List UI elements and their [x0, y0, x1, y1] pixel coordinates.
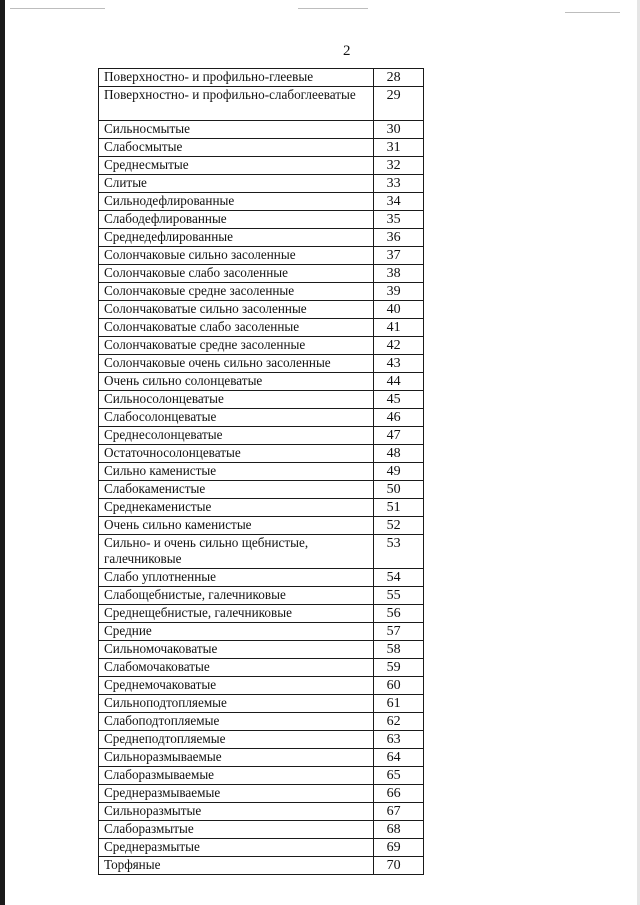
row-value: 66	[374, 785, 424, 803]
row-label: Среднедефлированные	[99, 229, 374, 247]
row-label: Солончаковые средне засоленные	[99, 283, 374, 301]
row-value: 57	[374, 623, 424, 641]
table-row	[99, 623, 424, 641]
row-label: Среднеподтопляемые	[99, 731, 374, 749]
row-value: 50	[374, 481, 424, 499]
row-label: Среднещебнистые, галечниковые	[99, 605, 374, 623]
table-row	[99, 517, 424, 535]
row-value: 69	[374, 839, 424, 857]
row-label: Слаборазмытые	[99, 821, 374, 839]
table-row	[99, 677, 424, 695]
table-row	[99, 731, 424, 749]
row-label: Торфяные	[99, 857, 374, 875]
row-value: 63	[374, 731, 424, 749]
row-value: 45	[374, 391, 424, 409]
row-value: 40	[374, 301, 424, 319]
row-value: 28	[374, 69, 424, 87]
row-label: Сильно каменистые	[99, 463, 374, 481]
table-row	[99, 247, 424, 265]
table-row	[99, 211, 424, 229]
row-label: Сильноразмываемые	[99, 749, 374, 767]
row-label: Сильнодефлированные	[99, 193, 374, 211]
row-value: 30	[374, 121, 424, 139]
row-label: Слабощебнистые, галечниковые	[99, 587, 374, 605]
row-label: Сильномочаковатые	[99, 641, 374, 659]
row-value: 52	[374, 517, 424, 535]
table-row	[99, 391, 424, 409]
row-value: 49	[374, 463, 424, 481]
table-row	[99, 803, 424, 821]
row-label: Слабосолонцеватые	[99, 409, 374, 427]
table-row	[99, 569, 424, 587]
row-value: 35	[374, 211, 424, 229]
table-row	[99, 193, 424, 211]
row-value: 46	[374, 409, 424, 427]
table-row	[99, 839, 424, 857]
table-row	[99, 695, 424, 713]
row-value: 61	[374, 695, 424, 713]
row-label: Очень сильно каменистые	[99, 517, 374, 535]
row-label: Среднесолонцеватые	[99, 427, 374, 445]
table-row	[99, 157, 424, 175]
table-row	[99, 767, 424, 785]
row-value: 67	[374, 803, 424, 821]
row-value: 31	[374, 139, 424, 157]
row-label: Сильно- и очень сильно щебнистые, галечниковые	[99, 535, 374, 569]
row-value: 58	[374, 641, 424, 659]
table-row	[99, 749, 424, 767]
row-label: Поверхностно- и профильно-глеевые	[99, 69, 374, 87]
row-label: Слабосмытые	[99, 139, 374, 157]
row-value: 36	[374, 229, 424, 247]
table-row	[99, 659, 424, 677]
table-row	[99, 785, 424, 803]
table-row	[99, 587, 424, 605]
table-row	[99, 445, 424, 463]
table-row	[99, 373, 424, 391]
row-label: Остаточносолонцеватые	[99, 445, 374, 463]
row-value: 43	[374, 355, 424, 373]
row-label: Сильноразмытые	[99, 803, 374, 821]
row-value: 44	[374, 373, 424, 391]
table-row	[99, 605, 424, 623]
row-label: Слабоподтопляемые	[99, 713, 374, 731]
row-value: 65	[374, 767, 424, 785]
row-value: 38	[374, 265, 424, 283]
row-value: 60	[374, 677, 424, 695]
row-value: 56	[374, 605, 424, 623]
table-row	[99, 229, 424, 247]
row-label: Солончаковые очень сильно засоленные	[99, 355, 374, 373]
row-value: 37	[374, 247, 424, 265]
scan-noise-top-right	[565, 12, 620, 13]
table-row	[99, 87, 424, 121]
soil-category-table	[98, 68, 424, 875]
row-label: Средние	[99, 623, 374, 641]
row-label: Солончаковатые сильно засоленные	[99, 301, 374, 319]
table-row	[99, 265, 424, 283]
row-label: Слабокаменистые	[99, 481, 374, 499]
row-value: 32	[374, 157, 424, 175]
row-value: 53	[374, 535, 424, 569]
table-row	[99, 713, 424, 731]
row-value: 70	[374, 857, 424, 875]
row-label: Солончаковатые средне засоленные	[99, 337, 374, 355]
row-value: 64	[374, 749, 424, 767]
row-label: Солончаковые сильно засоленные	[99, 247, 374, 265]
row-value: 33	[374, 175, 424, 193]
scan-noise-top-center	[298, 8, 368, 9]
page-number: 2	[343, 43, 351, 59]
table-row	[99, 409, 424, 427]
row-label: Очень сильно солонцеватые	[99, 373, 374, 391]
row-value: 51	[374, 499, 424, 517]
row-label: Сильносолонцеватые	[99, 391, 374, 409]
table-row	[99, 319, 424, 337]
table-row	[99, 857, 424, 875]
row-label: Слабомочаковатые	[99, 659, 374, 677]
scan-edge-left	[0, 0, 5, 905]
table-row	[99, 427, 424, 445]
table-row	[99, 481, 424, 499]
table-row	[99, 283, 424, 301]
row-value: 47	[374, 427, 424, 445]
table-row	[99, 463, 424, 481]
row-value: 59	[374, 659, 424, 677]
row-label: Слаборазмываемые	[99, 767, 374, 785]
row-label: Среднекаменистые	[99, 499, 374, 517]
row-value: 62	[374, 713, 424, 731]
table-row	[99, 121, 424, 139]
table-row	[99, 139, 424, 157]
row-label: Поверхностно- и профильно-слабоглееватые	[99, 87, 374, 121]
table-row	[99, 69, 424, 87]
row-value: 42	[374, 337, 424, 355]
row-label: Сильносмытые	[99, 121, 374, 139]
row-label: Солончаковые слабо засоленные	[99, 265, 374, 283]
table-row	[99, 337, 424, 355]
table-row	[99, 499, 424, 517]
row-label: Среднесмытые	[99, 157, 374, 175]
row-value: 54	[374, 569, 424, 587]
soil-category-table-body	[99, 69, 424, 875]
row-value: 55	[374, 587, 424, 605]
row-label: Среднеразмытые	[99, 839, 374, 857]
table-row	[99, 535, 424, 569]
row-value: 68	[374, 821, 424, 839]
scan-noise-top-left	[10, 8, 105, 9]
row-label: Солончаковатые слабо засоленные	[99, 319, 374, 337]
table-row	[99, 301, 424, 319]
table-row	[99, 355, 424, 373]
row-label: Среднемочаковатые	[99, 677, 374, 695]
row-label: Среднеразмываемые	[99, 785, 374, 803]
row-value: 48	[374, 445, 424, 463]
table-row	[99, 175, 424, 193]
row-label: Слитые	[99, 175, 374, 193]
table-row	[99, 821, 424, 839]
row-value: 39	[374, 283, 424, 301]
row-label: Слабо уплотненные	[99, 569, 374, 587]
row-value: 41	[374, 319, 424, 337]
row-value: 29	[374, 87, 424, 121]
row-value: 34	[374, 193, 424, 211]
row-label: Слабодефлированные	[99, 211, 374, 229]
row-label: Сильноподтопляемые	[99, 695, 374, 713]
table-row	[99, 641, 424, 659]
